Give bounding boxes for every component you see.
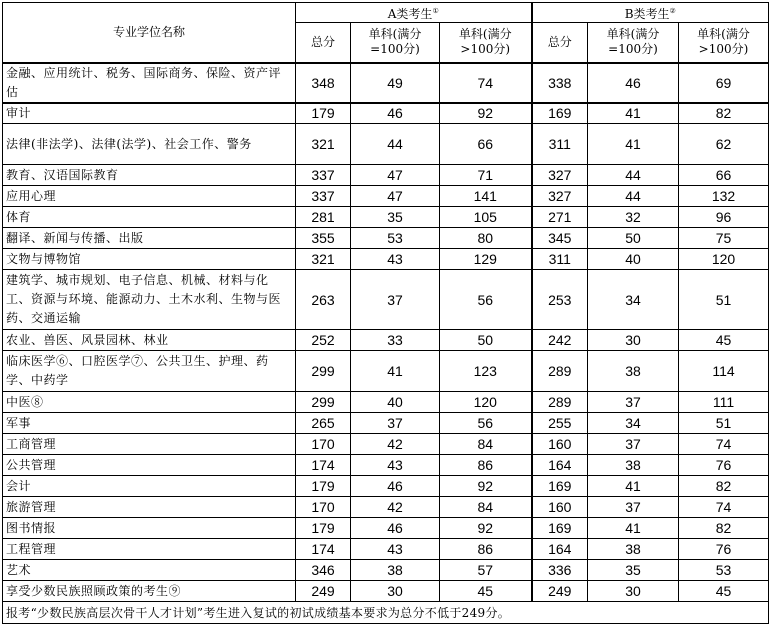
cell-a-single-over-100: 57 (440, 560, 532, 581)
header-b-single-100-line2: =100分) (608, 42, 658, 57)
cell-b-single-over-100: 82 (679, 476, 769, 497)
table-row (3, 124, 769, 165)
cell-a-single-100: 43 (351, 539, 440, 560)
table-body (3, 63, 769, 624)
cell-b-single-100: 41 (588, 518, 679, 539)
cell-a-single-100: 40 (351, 392, 440, 413)
cell-a-single-100: 46 (351, 103, 440, 124)
cell-b-single-over-100: 76 (679, 539, 769, 560)
cell-a-single-over-100: 92 (440, 103, 532, 124)
cell-a-single-over-100: 120 (440, 392, 532, 413)
table-row (3, 560, 769, 581)
table-row (3, 63, 769, 103)
cell-b-single-100: 34 (588, 270, 679, 330)
cell-b-total: 169 (532, 103, 588, 124)
cell-b-single-over-100: 62 (679, 124, 769, 165)
header-a-total: 总分 (296, 23, 351, 63)
cell-a-total: 337 (296, 165, 351, 186)
cell-a-single-100: 35 (351, 207, 440, 228)
table-row (3, 581, 769, 602)
header-b-single-over-100-line2: >100分) (698, 42, 749, 57)
header-a-single-over-100-line2: >100分) (460, 42, 511, 57)
cell-a-total: 321 (296, 124, 351, 165)
cell-a-single-over-100: 141 (440, 186, 532, 207)
table-row (3, 330, 769, 351)
header-b-single-over-100-line1: 单科(满分 (697, 27, 750, 42)
cell-a-single-100: 47 (351, 186, 440, 207)
cell-b-single-over-100: 74 (679, 497, 769, 518)
cell-a-total: 348 (296, 63, 351, 103)
cell-b-total: 164 (532, 455, 588, 476)
table-row (3, 351, 769, 392)
table-row (3, 207, 769, 228)
table-row (3, 455, 769, 476)
cell-b-single-100: 30 (588, 581, 679, 602)
header-group-a (296, 3, 532, 23)
cell-b-single-100: 30 (588, 330, 679, 351)
cell-b-single-100: 37 (588, 497, 679, 518)
cell-b-single-over-100: 66 (679, 165, 769, 186)
table-row (3, 165, 769, 186)
row-name: 审计 (3, 103, 296, 124)
table-row (3, 270, 769, 330)
cell-a-single-100: 47 (351, 165, 440, 186)
cell-b-single-over-100: 45 (679, 581, 769, 602)
cell-b-total: 160 (532, 497, 588, 518)
cell-a-total: 299 (296, 392, 351, 413)
cell-b-total: 169 (532, 476, 588, 497)
cell-a-single-100: 30 (351, 581, 440, 602)
cell-b-total: 311 (532, 249, 588, 270)
row-name: 体育 (3, 207, 296, 228)
cell-a-single-100: 38 (351, 560, 440, 581)
row-name: 会计 (3, 476, 296, 497)
cell-a-single-over-100: 84 (440, 497, 532, 518)
cell-a-single-100: 41 (351, 351, 440, 392)
cell-b-single-100: 40 (588, 249, 679, 270)
cell-a-total: 174 (296, 539, 351, 560)
cell-b-single-100: 38 (588, 455, 679, 476)
header-b-single-100 (588, 23, 679, 63)
cell-b-total: 271 (532, 207, 588, 228)
cell-b-single-over-100: 111 (679, 392, 769, 413)
cell-b-single-100: 44 (588, 186, 679, 207)
footer-row (3, 602, 769, 624)
cell-a-single-over-100: 56 (440, 270, 532, 330)
cell-b-single-100: 41 (588, 124, 679, 165)
cell-b-single-over-100: 82 (679, 103, 769, 124)
cell-a-single-over-100: 74 (440, 63, 532, 103)
row-name: 翻译、新闻与传播、出版 (3, 228, 296, 249)
cell-b-single-100: 46 (588, 63, 679, 103)
cell-b-total: 160 (532, 434, 588, 455)
row-name: 文物与博物馆 (3, 249, 296, 270)
header-group-b (532, 3, 769, 23)
cell-b-single-over-100: 114 (679, 351, 769, 392)
cell-a-single-over-100: 86 (440, 539, 532, 560)
row-name: 建筑学、城市规划、电子信息、机械、材料与化工、资源与环境、能源动力、土木水利、生物与医药、交通运输 (3, 270, 296, 330)
cell-b-total: 338 (532, 63, 588, 103)
cell-b-total: 311 (532, 124, 588, 165)
cell-a-single-over-100: 71 (440, 165, 532, 186)
row-name: 临床医学⑥、口腔医学⑦、公共卫生、护理、药学、中药学 (3, 351, 296, 392)
row-name: 教育、汉语国际教育 (3, 165, 296, 186)
header-a-single-over-100-line1: 单科(满分 (458, 27, 512, 42)
cell-a-single-100: 44 (351, 124, 440, 165)
header-a-single-100-line1: 单科(满分 (368, 27, 422, 42)
cell-b-single-over-100: 76 (679, 455, 769, 476)
cell-a-single-over-100: 50 (440, 330, 532, 351)
score-table-container (2, 2, 769, 624)
row-name: 军事 (3, 413, 296, 434)
cell-a-single-100: 33 (351, 330, 440, 351)
row-name: 工程管理 (3, 539, 296, 560)
cell-a-total: 299 (296, 351, 351, 392)
row-name: 享受少数民族照顾政策的考生⑨ (3, 581, 296, 602)
cell-b-single-100: 38 (588, 351, 679, 392)
header-b-single-100-line1: 单科(满分 (606, 27, 660, 42)
cell-a-total: 263 (296, 270, 351, 330)
group-b-label: B类考生 (624, 6, 670, 21)
cell-b-single-over-100: 96 (679, 207, 769, 228)
row-name: 艺术 (3, 560, 296, 581)
cell-a-single-100: 43 (351, 249, 440, 270)
cell-a-single-100: 37 (351, 413, 440, 434)
row-name: 中医⑧ (3, 392, 296, 413)
cell-b-single-100: 38 (588, 539, 679, 560)
cell-b-total: 289 (532, 392, 588, 413)
row-name: 图书情报 (3, 518, 296, 539)
table-row (3, 103, 769, 124)
cell-b-single-over-100: 69 (679, 63, 769, 103)
table-header (3, 3, 769, 63)
cell-b-total: 345 (532, 228, 588, 249)
cell-a-single-over-100: 129 (440, 249, 532, 270)
cell-a-single-100: 49 (351, 63, 440, 103)
cell-a-total: 265 (296, 413, 351, 434)
score-table (2, 2, 769, 624)
cell-a-single-over-100: 92 (440, 476, 532, 497)
cell-a-single-100: 37 (351, 270, 440, 330)
cell-a-single-100: 42 (351, 497, 440, 518)
cell-b-total: 289 (532, 351, 588, 392)
cell-a-single-100: 43 (351, 455, 440, 476)
table-row (3, 228, 769, 249)
cell-b-single-over-100: 120 (679, 249, 769, 270)
cell-a-total: 179 (296, 103, 351, 124)
header-a-single-over-100 (440, 23, 532, 63)
cell-a-total: 179 (296, 518, 351, 539)
cell-a-single-100: 46 (351, 476, 440, 497)
cell-a-total: 249 (296, 581, 351, 602)
table-row (3, 186, 769, 207)
group-a-note: ① (432, 6, 439, 15)
cell-b-total: 327 (532, 165, 588, 186)
cell-a-total: 170 (296, 434, 351, 455)
cell-a-single-over-100: 123 (440, 351, 532, 392)
cell-b-total: 327 (532, 186, 588, 207)
table-row (3, 413, 769, 434)
header-b-total: 总分 (532, 23, 588, 63)
cell-a-total: 321 (296, 249, 351, 270)
table-row (3, 497, 769, 518)
cell-a-total: 337 (296, 186, 351, 207)
cell-b-total: 336 (532, 560, 588, 581)
cell-b-single-over-100: 45 (679, 330, 769, 351)
cell-b-total: 253 (532, 270, 588, 330)
cell-a-single-over-100: 80 (440, 228, 532, 249)
group-a-label: A类考生 (387, 6, 433, 21)
cell-b-single-100: 32 (588, 207, 679, 228)
cell-b-total: 255 (532, 413, 588, 434)
cell-b-single-over-100: 53 (679, 560, 769, 581)
cell-a-total: 346 (296, 560, 351, 581)
cell-b-single-100: 41 (588, 476, 679, 497)
cell-b-single-100: 41 (588, 103, 679, 124)
header-row-groups (3, 3, 769, 23)
cell-a-total: 355 (296, 228, 351, 249)
cell-b-single-over-100: 51 (679, 270, 769, 330)
cell-a-single-over-100: 105 (440, 207, 532, 228)
cell-a-single-100: 46 (351, 518, 440, 539)
cell-a-total: 170 (296, 497, 351, 518)
cell-b-single-100: 34 (588, 413, 679, 434)
table-row (3, 392, 769, 413)
cell-a-total: 174 (296, 455, 351, 476)
table-row (3, 249, 769, 270)
row-name: 农业、兽医、风景园林、林业 (3, 330, 296, 351)
cell-b-single-100: 50 (588, 228, 679, 249)
cell-b-single-over-100: 82 (679, 518, 769, 539)
cell-a-single-over-100: 86 (440, 455, 532, 476)
header-b-single-over-100 (679, 23, 769, 63)
footer-note: 报考“少数民族高层次骨干人才计划”考生进入复试的初试成绩基本要求为总分不低于249分。 (3, 602, 769, 624)
cell-a-total: 281 (296, 207, 351, 228)
cell-a-single-over-100: 45 (440, 581, 532, 602)
header-a-single-100 (351, 23, 440, 63)
cell-a-single-100: 42 (351, 434, 440, 455)
cell-b-single-over-100: 132 (679, 186, 769, 207)
row-name: 工商管理 (3, 434, 296, 455)
row-name: 法律(非法学)、法律(法学)、社会工作、警务 (3, 124, 296, 165)
table-row (3, 476, 769, 497)
row-name: 应用心理 (3, 186, 296, 207)
cell-b-single-over-100: 51 (679, 413, 769, 434)
cell-a-single-100: 53 (351, 228, 440, 249)
cell-a-total: 179 (296, 476, 351, 497)
row-name: 公共管理 (3, 455, 296, 476)
cell-b-total: 242 (532, 330, 588, 351)
cell-b-total: 169 (532, 518, 588, 539)
table-row (3, 518, 769, 539)
header-a-single-100-line2: =100分) (370, 42, 420, 57)
table-row (3, 434, 769, 455)
cell-a-total: 252 (296, 330, 351, 351)
row-name: 金融、应用统计、税务、国际商务、保险、资产评估 (3, 63, 296, 103)
cell-b-single-100: 35 (588, 560, 679, 581)
cell-b-total: 164 (532, 539, 588, 560)
group-b-note: ② (669, 6, 676, 15)
cell-b-single-100: 37 (588, 434, 679, 455)
cell-a-single-over-100: 66 (440, 124, 532, 165)
cell-b-single-over-100: 75 (679, 228, 769, 249)
cell-b-single-100: 37 (588, 392, 679, 413)
cell-a-single-over-100: 92 (440, 518, 532, 539)
table-row (3, 539, 769, 560)
cell-b-single-100: 44 (588, 165, 679, 186)
header-name-column: 专业学位名称 (3, 3, 296, 63)
cell-b-single-over-100: 74 (679, 434, 769, 455)
cell-a-single-over-100: 84 (440, 434, 532, 455)
cell-a-single-over-100: 56 (440, 413, 532, 434)
cell-b-total: 249 (532, 581, 588, 602)
row-name: 旅游管理 (3, 497, 296, 518)
